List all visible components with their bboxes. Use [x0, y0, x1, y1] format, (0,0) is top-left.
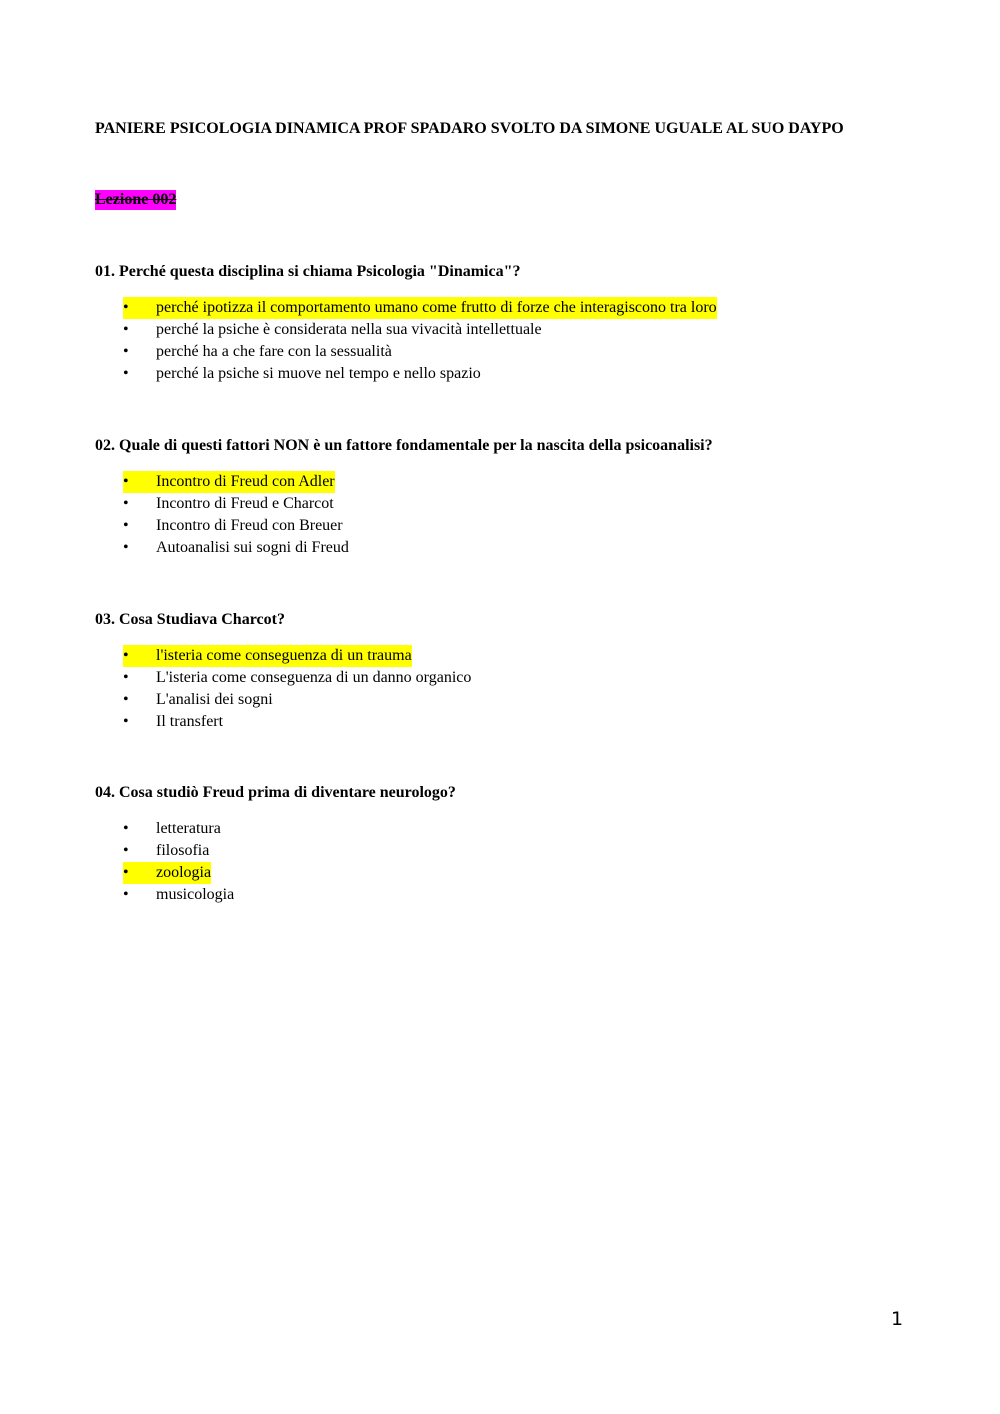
answer-label: Incontro di Freud con Breuer	[156, 517, 343, 534]
answer-label: Autoanalisi sui sogni di Freud	[156, 539, 349, 556]
answer-label: perché ha a che fare con la sessualità	[156, 343, 392, 360]
question-text: 02. Quale di questi fattori NON è un fattore fondamentale per la nascita della psicoanalisi?	[95, 437, 713, 454]
answer-list	[95, 297, 915, 385]
bullet-icon: •	[123, 539, 129, 556]
bullet-icon: •	[123, 495, 129, 512]
bullet-icon: •	[123, 365, 129, 382]
question-block	[95, 783, 915, 906]
question-block	[95, 436, 915, 559]
answer-option	[95, 862, 915, 884]
question-text: 03. Cosa Studiava Charcot?	[95, 611, 285, 628]
answer-list	[95, 818, 915, 906]
lesson-heading: Lezione 002	[95, 191, 177, 208]
answer-option	[95, 297, 915, 319]
bullet-icon: •	[123, 645, 156, 667]
bullet-icon: •	[123, 517, 129, 534]
bullet-icon: •	[123, 842, 129, 859]
bullet-icon: •	[123, 669, 129, 686]
page-number: 1	[891, 1308, 904, 1330]
answer-option	[95, 711, 915, 733]
answer-option	[95, 515, 915, 537]
bullet-icon: •	[123, 820, 129, 837]
answer-option	[95, 818, 915, 840]
answer-option	[95, 363, 915, 385]
answer-option	[95, 667, 915, 689]
answer-label: zoologia	[156, 862, 211, 884]
answer-label: letteratura	[156, 820, 221, 837]
answer-label: filosofia	[156, 842, 210, 859]
bullet-icon: •	[123, 471, 156, 493]
answer-option	[95, 689, 915, 711]
answer-option	[95, 645, 915, 667]
bullet-icon: •	[123, 862, 156, 884]
question-text: 01. Perché questa disciplina si chiama Psicologia "Dinamica"?	[95, 263, 521, 280]
bullet-icon: •	[123, 886, 129, 903]
answer-option	[95, 341, 915, 363]
answer-option	[95, 319, 915, 341]
answer-label: perché la psiche è considerata nella sua vivacità intellettuale	[156, 321, 542, 338]
answer-label: musicologia	[156, 886, 235, 903]
bullet-icon: •	[123, 321, 129, 338]
answer-list	[95, 471, 915, 559]
answer-label: Incontro di Freud e Charcot	[156, 495, 334, 512]
document-title: PANIERE PSICOLOGIA DINAMICA PROF SPADARO SVOLTO DA SIMONE UGUALE AL SUO DAYPO	[95, 120, 844, 137]
bullet-icon: •	[123, 297, 156, 319]
bullet-icon: •	[123, 343, 129, 360]
bullet-icon: •	[123, 713, 129, 730]
answer-label: Il transfert	[156, 713, 224, 730]
answer-list	[95, 645, 915, 733]
answer-label: L'analisi dei sogni	[156, 691, 273, 708]
answer-label: L'isteria come conseguenza di un danno organico	[156, 669, 472, 686]
answer-label: l'isteria come conseguenza di un trauma	[156, 645, 412, 667]
answer-option	[95, 537, 915, 559]
answer-option	[95, 471, 915, 493]
question-block	[95, 262, 915, 385]
answer-option	[95, 840, 915, 862]
answer-label: perché la psiche si muove nel tempo e nello spazio	[156, 365, 481, 382]
answer-label: Incontro di Freud con Adler	[156, 471, 335, 493]
question-text: 04. Cosa studiò Freud prima di diventare neurologo?	[95, 784, 456, 801]
bullet-icon: •	[123, 691, 129, 708]
answer-option	[95, 884, 915, 906]
answer-option	[95, 493, 915, 515]
question-block	[95, 610, 915, 733]
answer-label: perché ipotizza il comportamento umano come frutto di forze che interagiscono tra loro	[156, 297, 717, 319]
